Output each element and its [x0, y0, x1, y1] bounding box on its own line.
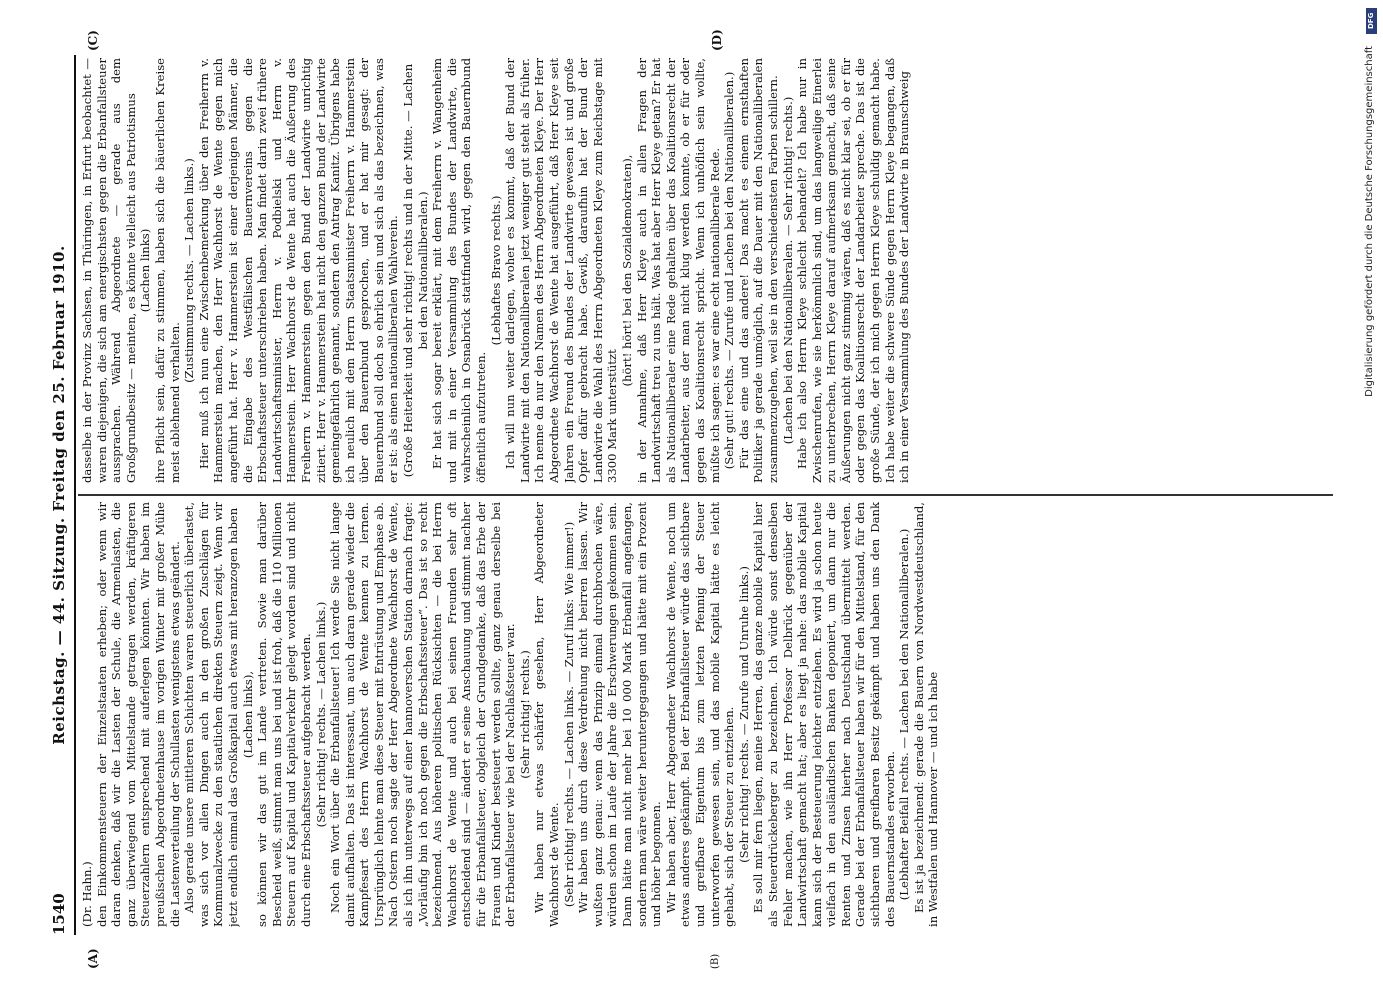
- stage-direction: (Lachen links),: [240, 670, 255, 759]
- margin-marker-b: (B): [710, 953, 721, 969]
- page-number: 1540: [50, 893, 68, 935]
- stage-direction: (Sehr richtig! rechts. — Lachen links. — Zuruf links: Wie immer!): [561, 521, 576, 908]
- paragraph: den Einkommensteuern der Einzelstaaten erheben; oder wenn wir daran denken, daß wir die Lasten der Schule, die Armenlasten, die ganz überwiegend vom Mittelstande getragen werden, kräftigeren Steuerzahlern entsprechend mit auferlegen könnten. Wir haben im preußischen Abgeordnetenhause im vorigen Winter mit großer Mühe die Lastenverteilung der Schullasten wenigstens etwas geändert.: [94, 502, 182, 927]
- paragraph: Ich will nun weiter darlegen, woher es kommt, daß der Bund der Landwirte mit den Nationalliberalen jetzt weniger gut steht als früher. Ich nenne da nur den Namen des Herrn Abgeordneten Kleye. Der Herr Abgeordnete Wachhorst de Wente hat ausgeführt, daß Herr Kleye seit Jahren ein Freund des Bundes der Landwirte gewesen ist und große Opfer dafür gebracht habe. Gewiß, daraufhin hat der Bund der Landwirte die Wahl des Herrn Abgeordneten Kleye zum Reichstage mit 3300 Mark unterstützt: [503, 58, 620, 483]
- margin-marker-d: (D): [710, 29, 724, 51]
- dfg-logo: DFG: [1366, 8, 1377, 34]
- stage-direction: (Lachen bei den Nationalliberalen. — Sehr richtig! rechts.): [780, 96, 795, 445]
- paragraph: Noch ein Wort über die Erbanfallsteuer! Ich werde Sie nicht lange damit aufhalten. Das ist interessant, um auch daran gerade wieder die Kampfesart des Herrn Wachhorst de Wente kennen zu lernen. Ursprünglich lehnte man diese Steuer mit Entrüstung und Emphase ab. Nach Ostern noch sagte der Herr Abgeordnete Wachhorst de Wente, als ich ihn unterwegs auf einer hannoverschen Station darnach fragte: „Vorläufig bin ich noch gegen die Erbschaftssteuer“. Das ist so recht bezeichnend. Aus höheren politischen Rücksichten — die bei Herrn Wachhorst de Wente und auch bei seinen Freunden sehr oft entscheidend sind — ändert er seine Anschauung und stimmt nachher für die Erbanfallsteuer, obgleich der Grundgedanke, daß das Erbe der Frauen und Kinder besteuert werden sollte, ganz genau derselbe bei der Erbanfallsteuer wie bei der Nachlaßsteuer war.: [328, 502, 518, 927]
- stage-direction: (Zustimmung rechts. — Lachen links.): [182, 158, 197, 383]
- stage-direction: (Lebhaftes Bravo rechts.): [488, 195, 503, 346]
- stage-direction: (Sehr richtig! rechts.): [517, 650, 532, 779]
- stage-direction: (Sehr gut! rechts. — Zurufe und Lachen bei den Nationalliberalen.): [722, 71, 737, 470]
- column-divider: [78, 495, 1333, 497]
- paragraph: dasselbe in der Provinz Sachsen, in Thüringen, in Erfurt beobachtet — waren diejenigen, die sich am energischsten gegen die Erbanfallsteuer aussprachen. Während Abgeordnete — gerade aus dem Großgrundbesitz — meinten, es könnte vielleicht aus Patriotismus: [80, 58, 138, 483]
- right-text-column: [80, 58, 1335, 483]
- paragraph: Wir haben nur etwas schärfer gesehen, Herr Abgeordneter Wachhorst de Wente.: [532, 502, 561, 927]
- stage-direction: (Große Heiterkeit und sehr richtig! rechts und in der Mitte. — Lachen bei den Nationalliberalen.): [401, 63, 430, 478]
- stage-direction: (Sehr richtig! rechts. — Zurufe und Unruhe links.): [736, 566, 751, 863]
- left-text-column: [80, 502, 1335, 927]
- digitization-note: Digitalisierung gefördert durch die Deutsche Forschungsgemeinschaft: [1364, 46, 1375, 397]
- paragraph: Habe ich also Herrn Kleye schlecht behandelt? Ich habe nur in Zwischenrufen, wie sie herkömmlich sind, um das langweilige Einerlei zu unterbrechen, Herrn Kleye darauf aufmerksam gemacht, daß seine Äußerungen nicht ganz stimmig wären, daß es nicht klar sei, ob er für oder gegen das Koalitionsrecht der Landarbeiter spreche. Das ist die große Sünde, der ich mich gegen Herrn Kleye schuldig gemacht habe. Ich habe weiter die schwere Sünde gegen Herrn Kleye begangen, daß ich in einer Versammlung des Bundes der Landwirte in Braunschweig: [795, 58, 912, 483]
- margin-marker-c: (C): [86, 30, 100, 51]
- stage-direction: (hört! hört! bei den Sozialdemokraten),: [619, 154, 634, 387]
- stage-direction: (Sehr richtig! rechts. — Lachen links.): [313, 601, 328, 828]
- paragraph: Wir haben aber, Herr Abgeordneter Wachhorst de Wente, noch um etwas anderes gekämpft. Bei der Erbanfallsteuer würde das sichtbare und greifbare Eigentum bis zum letzten Pfennig der Steuer unterworfen gewesen sein, und das mobile Kapital hätte es leicht gehabt, sich der Steuer zu entziehen.: [663, 502, 737, 927]
- paragraph: ihre Pflicht sein, dafür zu stimmen, haben sich die bäuerlichen Kreise meist ablehnend verhalten.: [152, 58, 182, 483]
- paragraph: Es soll mir fern liegen, meine Herren, das ganze mobile Kapital hier als Steuerdrückeberger zu bezeichnen. Ich würde sonst denselben Fehler machen, wie ihn Herr Professor Delbrück gegenüber der Landwirtschaft gemacht hat; aber es liegt ja nahe: das mobile Kapital kann sich der Besteuerung leichter entziehen. Es wird ja schon heute vielfach in den ausländischen Banken deponiert, um dann nur die Renten und Zinsen hierher nach Deutschland übermittelt werden. Gerade bei der Erbanfallsteuer haben wir für den Mittelstand, für den sichtbaren und greifbaren Besitz gekämpft und haben uns den Dank des Bauernstandes erworben.: [751, 502, 897, 927]
- header-rule: [74, 55, 76, 935]
- paragraph: (Dr. Hahn.): [80, 861, 94, 927]
- paragraph: Hier muß ich nun eine Zwischenbemerkung über den Freiherrn v. Hammerstein machen, den Herr Wachhorst de Wente gegen mich angeführt hat. Herr v. Hammerstein ist einer derjenigen Männer, die die Eingabe des Westfälischen Bauernvereins gegen die Erbschaftssteuer unterschrieben haben. Man findet darin zwei frühere Landwirtschaftsminister, Herrn v. Podbielski und Herrn v. Hammerstein. Herr Wachhorst de Wente hat auch die Äußerung des Freiherrn v. Hammerstein gegen den Bund der Landwirte unrichtig zitiert. Herr v. Hammerstein hat nicht den ganzen Bund der Landwirte gemeingefährlich genannt, sondern den Antrag Kanitz. Übrigens habe ich neulich mit dem Herrn Staatsminister Freiherrn v. Hammerstein über den Bauernbund gesprochen, und er hat mir gesagt: der Bauernbund soll doch so ehrlich sein und sich als das bezeichnen, was er ist: als einen nationalliberalen Wahlverein.: [196, 58, 401, 483]
- page-title: Reichstag. — 44. Sitzung. Freitag den 25. Februar 1910.: [50, 245, 68, 745]
- stage-direction: (Lebhafter Beifall rechts. — Lachen bei den Nationalliberalen.): [897, 528, 912, 901]
- paragraph: so können wir das gut im Lande vertreten. Sowie man darüber Bescheid weiß, stimmt man uns bei und ist froh, daß die 110 Millionen Steuern auf Kapital und Kapitalverkehr gelegt worden sind und nicht durch eine Erbschaftssteuer aufgebracht werden.: [255, 502, 313, 927]
- margin-marker-a: (A): [86, 948, 100, 969]
- paragraph: Er hat sich sogar bereit erklärt, mit dem Freiherrn v. Wangenheim und mit in einer Versammlung des Bundes der Landwirte, die wahrscheinlich in Osnabrück stattfinden wird, gegen den Bauernbund öffentlich aufzutreten.: [430, 58, 489, 483]
- paragraph: Für das eine und das andere! Das macht es einem ernsthaften Politiker ja gerade unmöglich, auf die Dauer mit den Nationalliberalen zusammenzugehen, weil sie in den verschiedensten Farben schillern.: [736, 58, 780, 483]
- paragraph: Also gerade unsere mittleren Schichten waren steuerlich überlastet, was sich vor allen Dingen auch in den großen Zuschlägen für Kommunalzwecke zu den staatlichen direkten Steuern zeigt. Wenn wir jetzt endlich einmal das Großkapital auch etwas mit heranzogen haben: [182, 502, 240, 927]
- paragraph: in der Annahme, daß Herr Kleye auch in allen Fragen der Landwirtschaft treu zu uns hält. Was hat aber Herr Kleye getan? Er hat als Nationalliberaler eine Rede gehalten über das Koalitionsrecht der Landarbeiter, aus der man nicht klug werden konnte, ob er für oder gegen das Koalitionsrecht spricht. Wenn ich unhöflich sein wollte, müßte ich sagen: es war eine echt nationalliberale Rede.: [634, 58, 722, 483]
- paragraph: Es ist ja bezeichnend: gerade die Bauern von Nordwestdeutschland, in Westfalen und Hannover — und ich habe: [911, 502, 941, 927]
- page-header: [50, 55, 70, 935]
- stage-direction: (Lachen links): [138, 228, 153, 313]
- rotated-print-page: [50, 29, 1340, 969]
- paragraph: Wir haben uns durch diese Verdrehung nicht beirren lassen. Wir wußten ganz genau: wenn das Prinzip einmal durchbrochen wäre, würden schon im Laufe der Jahre die Erschwerungen gekommen sein. Dann hätte man nicht mehr bei 10 000 Mark Erbanfall angefangen, sondern man wäre weiter heruntergegangen und hätte mit ein Prozent und höher begonnen.: [576, 502, 664, 927]
